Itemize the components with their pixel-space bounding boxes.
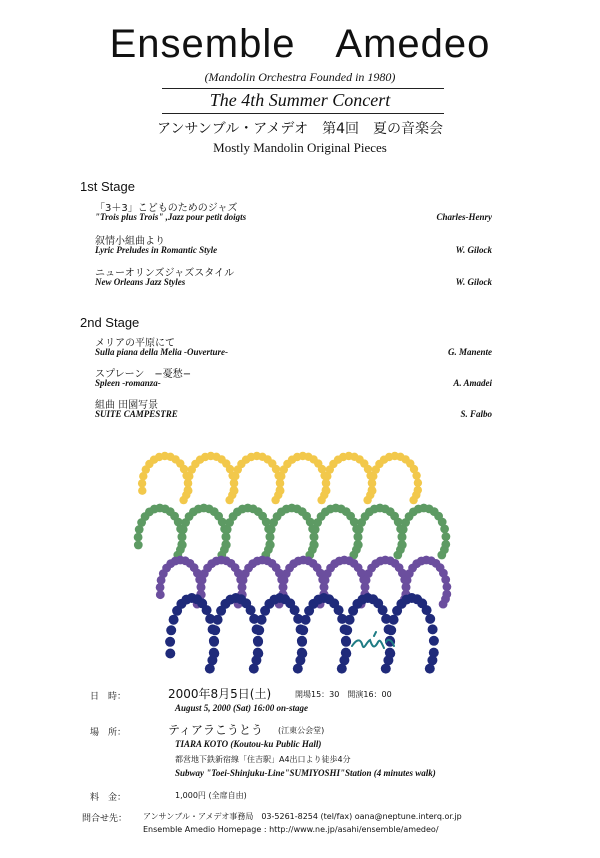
wave-dot [345, 615, 355, 625]
wave-dot [276, 487, 284, 495]
wave-dot [254, 625, 264, 635]
wave-dot [253, 649, 263, 659]
wave-dot [246, 605, 256, 615]
concert-title: The 4th Summer Concert [209, 90, 391, 110]
wave-dot [368, 479, 376, 487]
wave-dot [169, 615, 179, 625]
wave-dot [422, 605, 432, 615]
wave-dot [425, 664, 435, 674]
wave-dot [213, 615, 223, 625]
wave-dot [166, 625, 176, 635]
wave-dot [134, 541, 143, 550]
wave-dot [363, 496, 371, 504]
wave-dot [276, 479, 284, 487]
piece-5-jp: スプレーン −憂愁− [95, 369, 192, 380]
wave-dot [414, 479, 422, 487]
venue-en: TIARA KOTO (Koutou-ku Public Hall) [175, 739, 322, 749]
header-rule-top [162, 88, 444, 89]
ensemble-title: Ensemble Amedeo [109, 22, 491, 66]
wave-dot [179, 496, 187, 504]
wave-dot [257, 615, 267, 625]
wave-dot [381, 664, 391, 674]
wave-dot [337, 664, 347, 674]
piece-3-jp: ニューオリンズジャズスタイル [95, 268, 235, 279]
wave-dot [429, 636, 439, 646]
homepage-link[interactable]: Ensemble Amedio Homepage : http://www.ne.jp/asahi/ensemble/amedeo/ [143, 825, 439, 834]
piece-5-composer: A. Amadei [453, 378, 492, 388]
venue-label: 場 所： [90, 728, 127, 738]
piece-4-jp: メリアの平原にて [95, 338, 175, 349]
wave-dot [184, 479, 192, 487]
wave-dot [310, 533, 319, 542]
wave-dot [293, 664, 303, 674]
wave-dot [230, 479, 238, 487]
wave-dot [409, 496, 417, 504]
wave-dot [412, 471, 420, 479]
contact-info: アンサンブル・アメデオ事務局 03-5261-8254 (tel/fax) oana@neptune.interq.or.jp [143, 812, 462, 821]
piece-5-en: Spleen -romanza- [95, 378, 161, 388]
dotted-wave-artwork [130, 428, 490, 678]
access-jp: 都営地下鉄新宿線「住吉駅」A4出口より徒歩4分 [175, 755, 351, 764]
contact-label: 問合せ先： [82, 814, 128, 824]
wave-dot [298, 625, 308, 635]
wave-group [134, 452, 452, 674]
piece-2-en: Lyric Preludes in Romantic Style [95, 245, 218, 255]
wave-dot [165, 637, 175, 647]
wave-dot [322, 487, 330, 495]
wave-dot [378, 605, 388, 615]
piece-3-en: New Orleans Jazz Styles [95, 277, 186, 287]
wave-dot [342, 625, 352, 635]
piece-6-en: SUITE CAMPESTRE [95, 409, 178, 419]
wave-dot [253, 637, 263, 647]
wave-dot [437, 551, 446, 560]
wave-dot [134, 533, 143, 542]
wave-dot [354, 533, 363, 542]
concert-title-jp: アンサンブル・アメデオ 第4回 夏の音楽会 [157, 121, 443, 137]
wave-dot [317, 496, 325, 504]
wave-dot [209, 649, 219, 659]
venue-jp-note: (江東公会堂) [278, 726, 325, 735]
wave-dot [249, 664, 259, 674]
header-rule-bottom [162, 113, 444, 114]
date-jp: 2000年8月5日(土) [168, 687, 272, 701]
piece-2-jp: 叙情小組曲より [95, 236, 165, 247]
wave-dot [393, 551, 402, 560]
piece-1-composer: Charles-Henry [436, 212, 492, 222]
wave-dot [442, 532, 451, 541]
wave-dot [210, 625, 220, 635]
wave-dot [222, 533, 231, 542]
ensemble-subtitle: (Mandolin Orchestra Founded in 1980) [204, 70, 396, 84]
wave-dot [425, 614, 435, 624]
stage-1-label: 1st Stage [80, 179, 135, 194]
date-label: 日 時： [90, 692, 127, 702]
venue-jp: ティアラこうとう [168, 723, 264, 737]
wave-dot [398, 541, 407, 550]
wave-dot [386, 625, 396, 635]
wave-dot [341, 649, 351, 659]
piece-1-en: "Trois plus Trois" ,Jazz pour petit doigts [95, 212, 247, 222]
fee-label: 料 金： [90, 793, 127, 803]
wave-dot [439, 600, 448, 609]
wave-dot [230, 487, 238, 495]
wave-dot [389, 615, 399, 625]
piece-6-composer: S. Falbo [460, 409, 492, 419]
wave-dot [428, 624, 438, 634]
piece-4-composer: G. Manente [447, 347, 492, 357]
wave-dot [266, 533, 275, 542]
date-en: August 5, 2000 (Sat) 16:00 on-stage [175, 703, 309, 713]
fee-value: 1,000円 (全席自由) [175, 791, 247, 800]
wave-dot [184, 487, 192, 495]
piece-4-en: Sulla piana della Melia -Ouverture- [95, 347, 229, 357]
wave-dot [322, 479, 330, 487]
wave-dot [334, 605, 344, 615]
access-en: Subway "Toei-Shinjuku-Line"SUMIYOSHI"Station (4 minutes walk) [175, 768, 436, 778]
wave-dot [178, 533, 187, 542]
wave-dot [138, 487, 146, 495]
piece-6-jp: 組曲 田園写景 [95, 400, 159, 411]
wave-dot [297, 649, 307, 659]
wave-dot [398, 533, 407, 542]
wave-dot [271, 496, 279, 504]
wave-dot [354, 541, 363, 550]
wave-dot [178, 541, 187, 550]
piece-2-composer: W. Gilock [455, 245, 492, 255]
wave-dot [301, 615, 311, 625]
program-tagline: Mostly Mandolin Original Pieces [213, 140, 387, 155]
wave-dot [138, 479, 146, 487]
wave-dot [297, 637, 307, 647]
piece-3-composer: W. Gilock [455, 277, 492, 287]
wave-dot [222, 541, 231, 550]
wave-dot [205, 664, 215, 674]
stage-2-label: 2nd Stage [80, 315, 140, 330]
piece-1-jp: 「3＋3」こどものためのジャズ [95, 203, 238, 214]
wave-dot [385, 649, 395, 659]
wave-dot [290, 605, 300, 615]
wave-dot [368, 487, 376, 495]
wave-dot [440, 525, 449, 534]
wave-dot [310, 541, 319, 550]
wave-dot [341, 637, 351, 647]
date-times: 開場15：30 開演16：00 [295, 690, 392, 699]
wave-dot [225, 496, 233, 504]
wave-dot [165, 649, 175, 659]
wave-dot [266, 541, 275, 550]
wave-dot [209, 637, 219, 647]
wave-dot [202, 605, 212, 615]
